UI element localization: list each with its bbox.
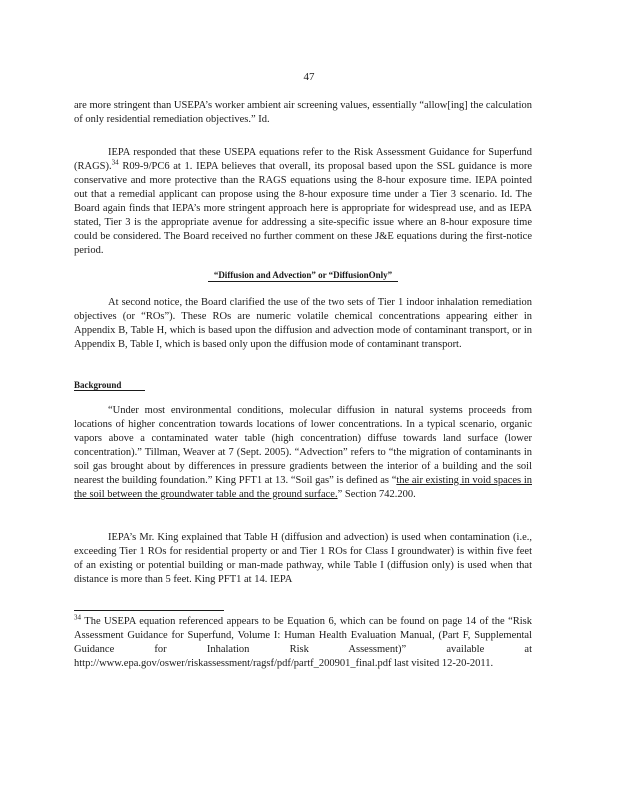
- footnote-reference-mark[interactable]: 34: [111, 158, 119, 167]
- footnote-divider: [74, 610, 224, 611]
- paragraph-iepa-responded-text-b: R09-9/PC6 at 1. IEPA believes that overall, its proposal based upon the SSL guidance is more conservative and more protective than the RAGS equations using the 8-hour exposure time. IEPA pointed out that a remedial applicant can propose using the 8-hour exposure time under a Tier 3 scenario. Id. The Board again finds that IEPA’s more stringent approach here is appropriate for widespread use, and as IEPA stated, Tier 3 is the appropriate avenue for addressing a site-specific issue where an 8-hour exposure time could be considered. The Board received no further comment on these J&E equations during the first-notice period.: [74, 161, 532, 256]
- paragraph-second-notice: At second notice, the Board clarified the use of the two sets of Tier 1 indoor inhalation remediation objectives (or “ROs”). These ROs are numeric volatile chemical concentrations appearing either in Appendix B, Table H, which is based upon the diffusion and advection mode of contaminant transport, or in Appendix B, Table I, which is based only upon the diffusion mode of contaminant transport.: [74, 297, 532, 350]
- paragraph-king-explained: IEPA’s Mr. King explained that Table H (diffusion and advection) is used when contamination (i.e., exceeding Tier 1 ROs for residential property or and Tier 1 ROs for Class I groundwater) is within five feet of an existing or potential building or man-made pathway, while Table I (diffusion only) is used when that distance is more than 5 feet. King PFT1 at 14. IEPA: [74, 532, 532, 585]
- section-heading-diffusion-text: “Diffusion and Advection” or “DiffusionOnly”: [208, 270, 398, 282]
- footnote-34: [74, 615, 532, 671]
- paragraph-background: [74, 404, 532, 502]
- section-heading-diffusion: [74, 270, 532, 280]
- footnote-mark: 34: [74, 613, 81, 622]
- paragraph-background-text-a: “Under most environmental conditions, molecular diffusion in natural systems proceeds from locations of higher concentration towards locations of lower concentrations. In a typical scenario, organic vapors above a contaminated water table (high concentration) diffuse towards land surface (lower concentration).” Tillman, Weaver at 7 (Sept. 2005). “Advection” refers to “the migration of contaminants in soil gas brought about by differences in pressure gradients between the interior of a building and the soil nearest the building foundation.” King PFT1 at 13. “Soil gas” is defined as “: [74, 405, 532, 486]
- paragraph-iepa-responded-text-a: IEPA responded that these USEPA equations refer to the Risk Assessment Guidance for Superfund (RAGS).: [74, 147, 532, 172]
- soil-gas-definition: the air existing in void spaces in the soil between the groundwater table and the ground surface.: [74, 475, 532, 500]
- page-number: 47: [303, 71, 315, 83]
- footnote-text: The USEPA equation referenced appears to be Equation 6, which can be found on page 14 of the “Risk Assessment Guidance for Superfund, Volume I: Human Health Evaluation Manual, (Part F, Supplemental Guidance for Inhalation Risk Assessment)” available at http://www.epa.gov/oswer/riskassessment/ragsf/pdf/partf_200901_final.pdf last visited 12-20-2011.: [74, 616, 532, 669]
- paragraph-iepa-responded: [74, 146, 532, 258]
- paragraph-background-text-b: ” Section 742.200.: [337, 489, 416, 500]
- paragraph-continued: are more stringent than USEPA’s worker ambient air screening values, essentially “allow[ing] the calculation of only residential remediation objectives.” Id.: [74, 100, 532, 125]
- section-heading-background: Background: [74, 380, 145, 391]
